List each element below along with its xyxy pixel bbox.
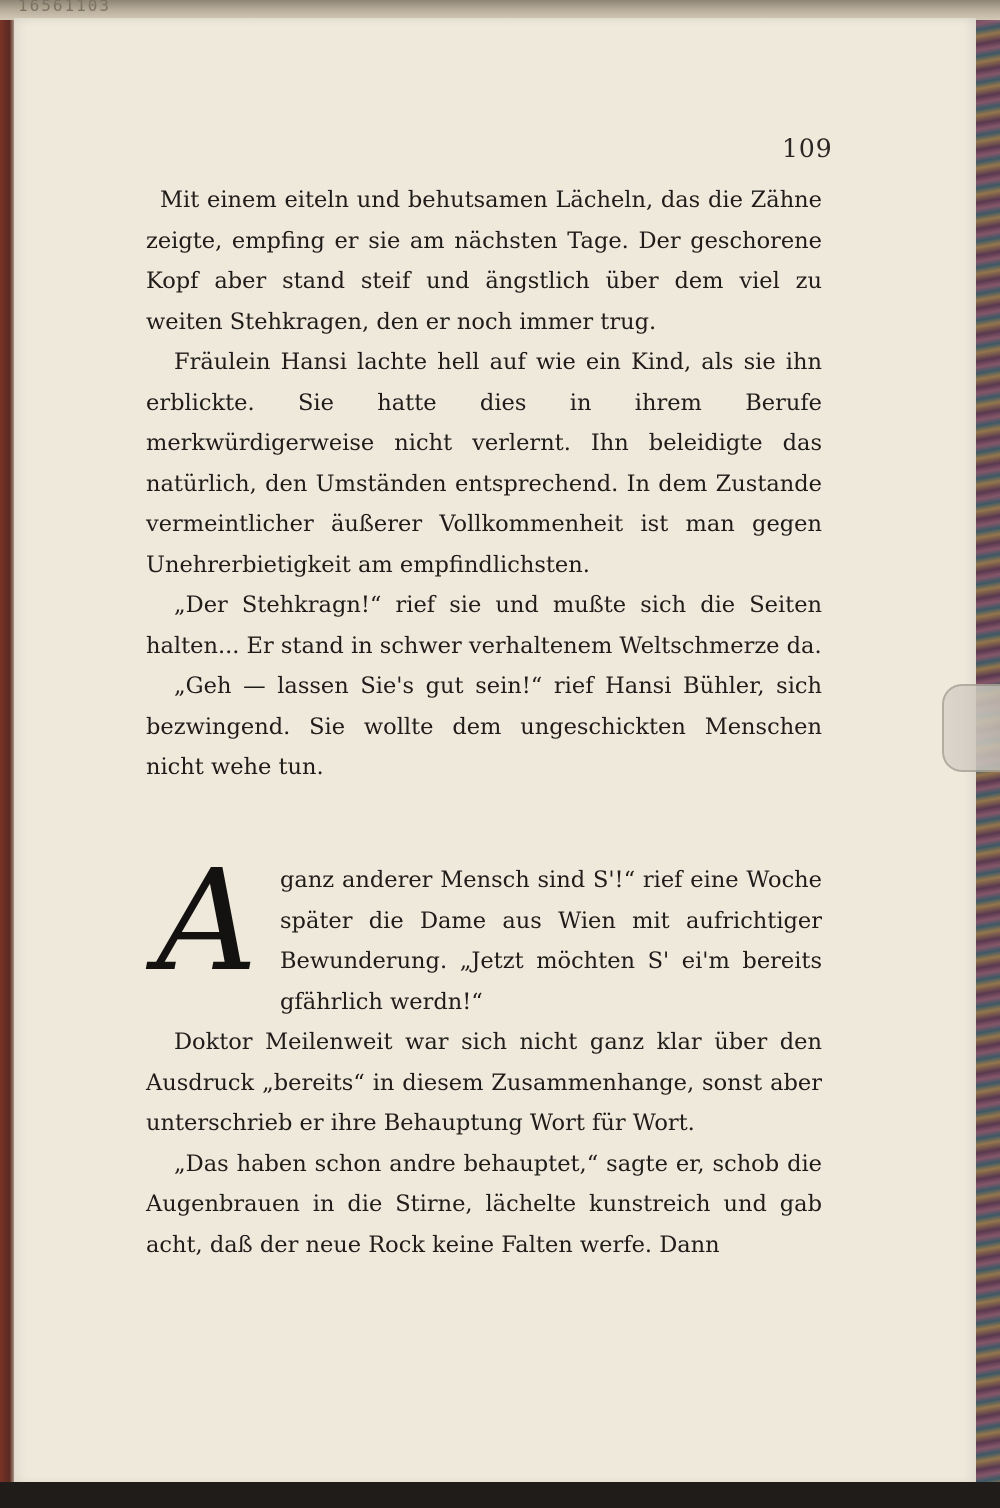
paragraph: „Das haben schon andre behauptet,“ sagte er, schob die Augenbrauen in die Stirne, lächelte kunstreich und gab acht, daß der neue Rock keine Falten werfe. Dann xyxy=(146,1150,822,1258)
drop-cap-initial: A xyxy=(156,840,258,1003)
paragraph: „Der Stehkragn!“ rief sie und mußte sich die Seiten halten... Er stand in schwer verhaltenem Weltschmerze da. xyxy=(146,592,822,659)
paragraph: „Geh — lassen Sie's gut sein!“ rief Hansi Bühler, sich bezwingend. Sie wollte dem ungeschickten Menschen nicht wehe tun. xyxy=(146,673,822,780)
bottom-edge xyxy=(0,1482,1000,1508)
opening-paragraph xyxy=(146,840,822,1022)
page-number: 109 xyxy=(782,134,833,163)
paragraph: Doktor Meilenweit war sich nicht ganz klar über den Ausdruck „bereits“ in diesem Zusammenhange, sonst aber unterschrieb er ihre Behauptung Wort für Wort. xyxy=(146,1029,822,1136)
paragraph: Fräulein Hansi lachte hell auf wie ein Kind, als sie ihn erblickte. Sie hatte dies in ihrem Berufe merkwürdigerweise nicht verlernt. Ihn beleidigte das natürlich, den Umständen entsprechend. In dem Zustande vermeintlicher äußerer Vollkommenheit ist man gegen Unehrerbietigkeit am empfindlichsten. xyxy=(146,349,822,578)
book-page xyxy=(14,18,976,1484)
paragraph: Mit einem eiteln und behutsamen Lächeln, das die Zähne zeigte, empfing er sie am nächsten Tage. Der geschorene Kopf aber stand steif und ängstlich über dem viel zu weiten Stehkragen, den er noch immer trug. xyxy=(146,187,822,335)
scan-edge-code: 16561103 xyxy=(18,0,112,15)
section-one-text xyxy=(146,180,822,788)
opening-paragraph-text: ganz anderer Mensch sind S'!“ rief eine Woche später die Dame aus Wien mit aufrichtiger Bewunderung. „Jetzt möchten S' ei'm bereits gfährlich werdn!“ xyxy=(280,867,822,1015)
section-two-text xyxy=(146,840,822,1265)
page-clip xyxy=(942,684,1000,772)
